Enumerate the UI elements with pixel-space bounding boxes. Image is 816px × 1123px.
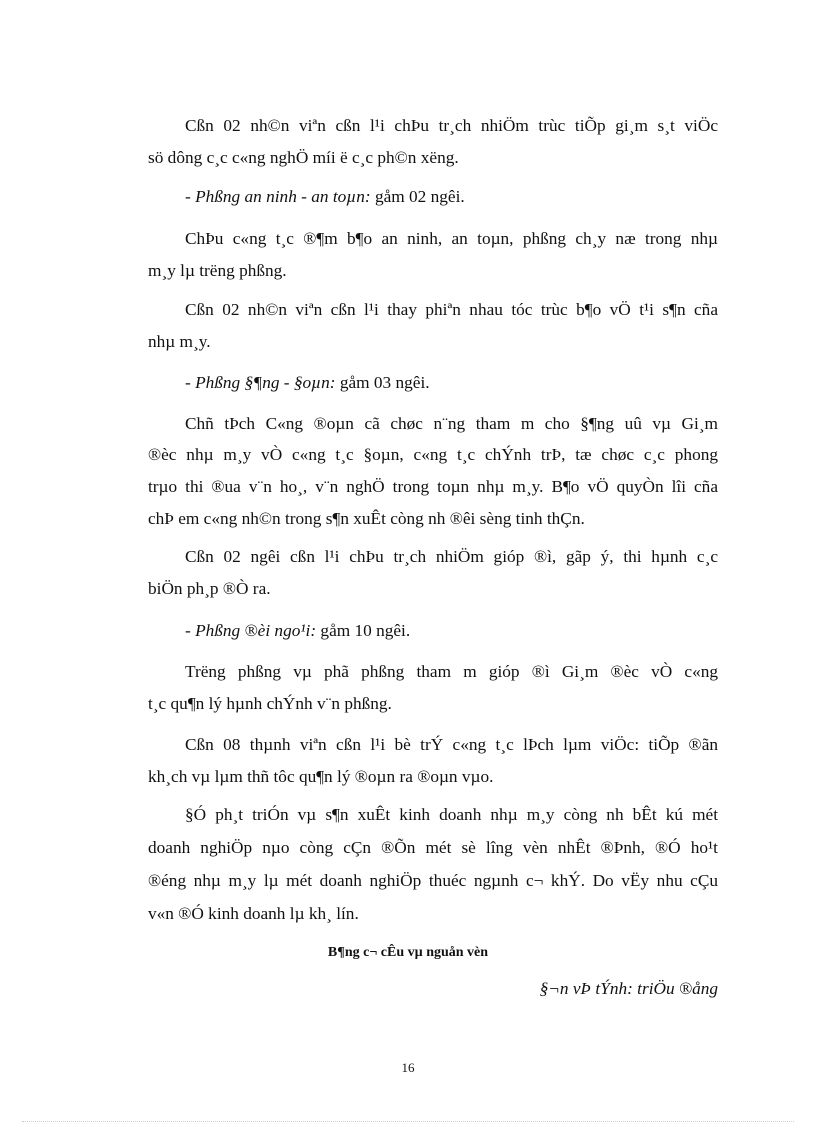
paragraph-line: sö dông c¸c c«ng nghÖ míi ë c¸c ph©n xëng.	[148, 148, 459, 167]
paragraph-line: ®éng nhµ m¸y lµ mét doanh nghiÖp thuéc ngµnh c¬ khÝ. Do vËy nhu cÇu	[148, 871, 718, 890]
paragraph-line: trµo thi ®ua v¨n ho¸, v¨n nghÖ trong toµn nhµ m¸y. B¶o vÖ quyÒn lîi cña	[148, 477, 718, 496]
unit-note: §¬n vÞ tÝnh: triÖu ®ång	[539, 979, 718, 998]
paragraph-line: §Ó ph¸t triÓn vµ s¶n xuÊt kinh doanh nhµ m¸y còng nh bÊt kú mét	[185, 805, 718, 824]
section-heading-text: gåm 10 ngêi.	[316, 621, 411, 640]
section-heading-label: - Phßng §¶ng - §oµn:	[185, 373, 336, 392]
paragraph-line: m¸y lµ trëng phßng.	[148, 261, 287, 280]
section-heading-text: gåm 03 ngêi.	[335, 373, 430, 392]
section-heading	[185, 620, 718, 642]
paragraph-line: Chñ tÞch C«ng ®oµn cã chøc n¨ng tham m cho §¶ng uû vµ Gi¸m	[185, 414, 718, 433]
paragraph-line: t¸c qu¶n lý hµnh chÝnh v¨n phßng.	[148, 694, 392, 713]
section-heading-text: gåm 02 ngêi.	[370, 187, 465, 206]
paragraph-line: kh¸ch vµ lµm thñ tôc qu¶n lý ®oµn ra ®oµn vµo.	[148, 767, 494, 786]
paragraph-line: Cßn 02 nh©n viªn cßn l¹i chÞu tr¸ch nhiÖm trùc tiÕp gi¸m s¸t viÖc	[185, 116, 718, 135]
paragraph-line: ®èc nhµ m¸y vÒ c«ng t¸c §oµn, c«ng t¸c chÝnh trÞ, tæ chøc c¸c phong	[148, 445, 718, 464]
section-heading	[185, 186, 718, 208]
paragraph-line: nhµ m¸y.	[148, 332, 211, 351]
paragraph-line: ChÞu c«ng t¸c ®¶m b¶o an ninh, an toµn, phßng ch¸y næ trong nhµ	[185, 229, 718, 248]
page-number: 16	[401, 1060, 415, 1075]
page-divider	[22, 1121, 794, 1122]
paragraph-line: Cßn 02 ngêi cßn l¹i chÞu tr¸ch nhiÖm gióp ®ì, gãp ý, thi hµnh c¸c	[185, 547, 718, 566]
section-heading-label: - Phßng ®èi ngo¹i:	[185, 621, 317, 640]
paragraph-line: biÖn ph¸p ®Ò ra.	[148, 579, 271, 598]
paragraph-line: chÞ em c«ng nh©n trong s¶n xuÊt còng nh ®êi sèng tinh thÇn.	[148, 509, 585, 528]
paragraph-line: doanh nghiÖp nµo còng cÇn ®Õn mét sè lîng vèn nhÊt ®Þnh, ®Ó ho¹t	[148, 838, 718, 857]
paragraph-line: Cßn 02 nh©n viªn cßn l¹i thay phiªn nhau tóc trùc b¶o vÖ t¹i s¶n cña	[185, 300, 718, 319]
section-heading	[185, 372, 718, 394]
paragraph-line: Trëng phßng vµ phã phßng tham m gióp ®ì Gi¸m ®èc vÒ c«ng	[185, 662, 718, 681]
table-caption: B¶ng c¬ cÊu vµ nguån vèn	[327, 945, 489, 960]
paragraph-line: Cßn 08 thµnh viªn cßn l¹i bè trÝ c«ng t¸c lÞch lµm viÖc: tiÕp ®ãn	[185, 735, 718, 754]
section-heading-label: - Phßng an ninh - an toµn:	[185, 187, 371, 206]
paragraph-line: v«n ®Ó kinh doanh lµ kh¸ lín.	[148, 904, 359, 923]
